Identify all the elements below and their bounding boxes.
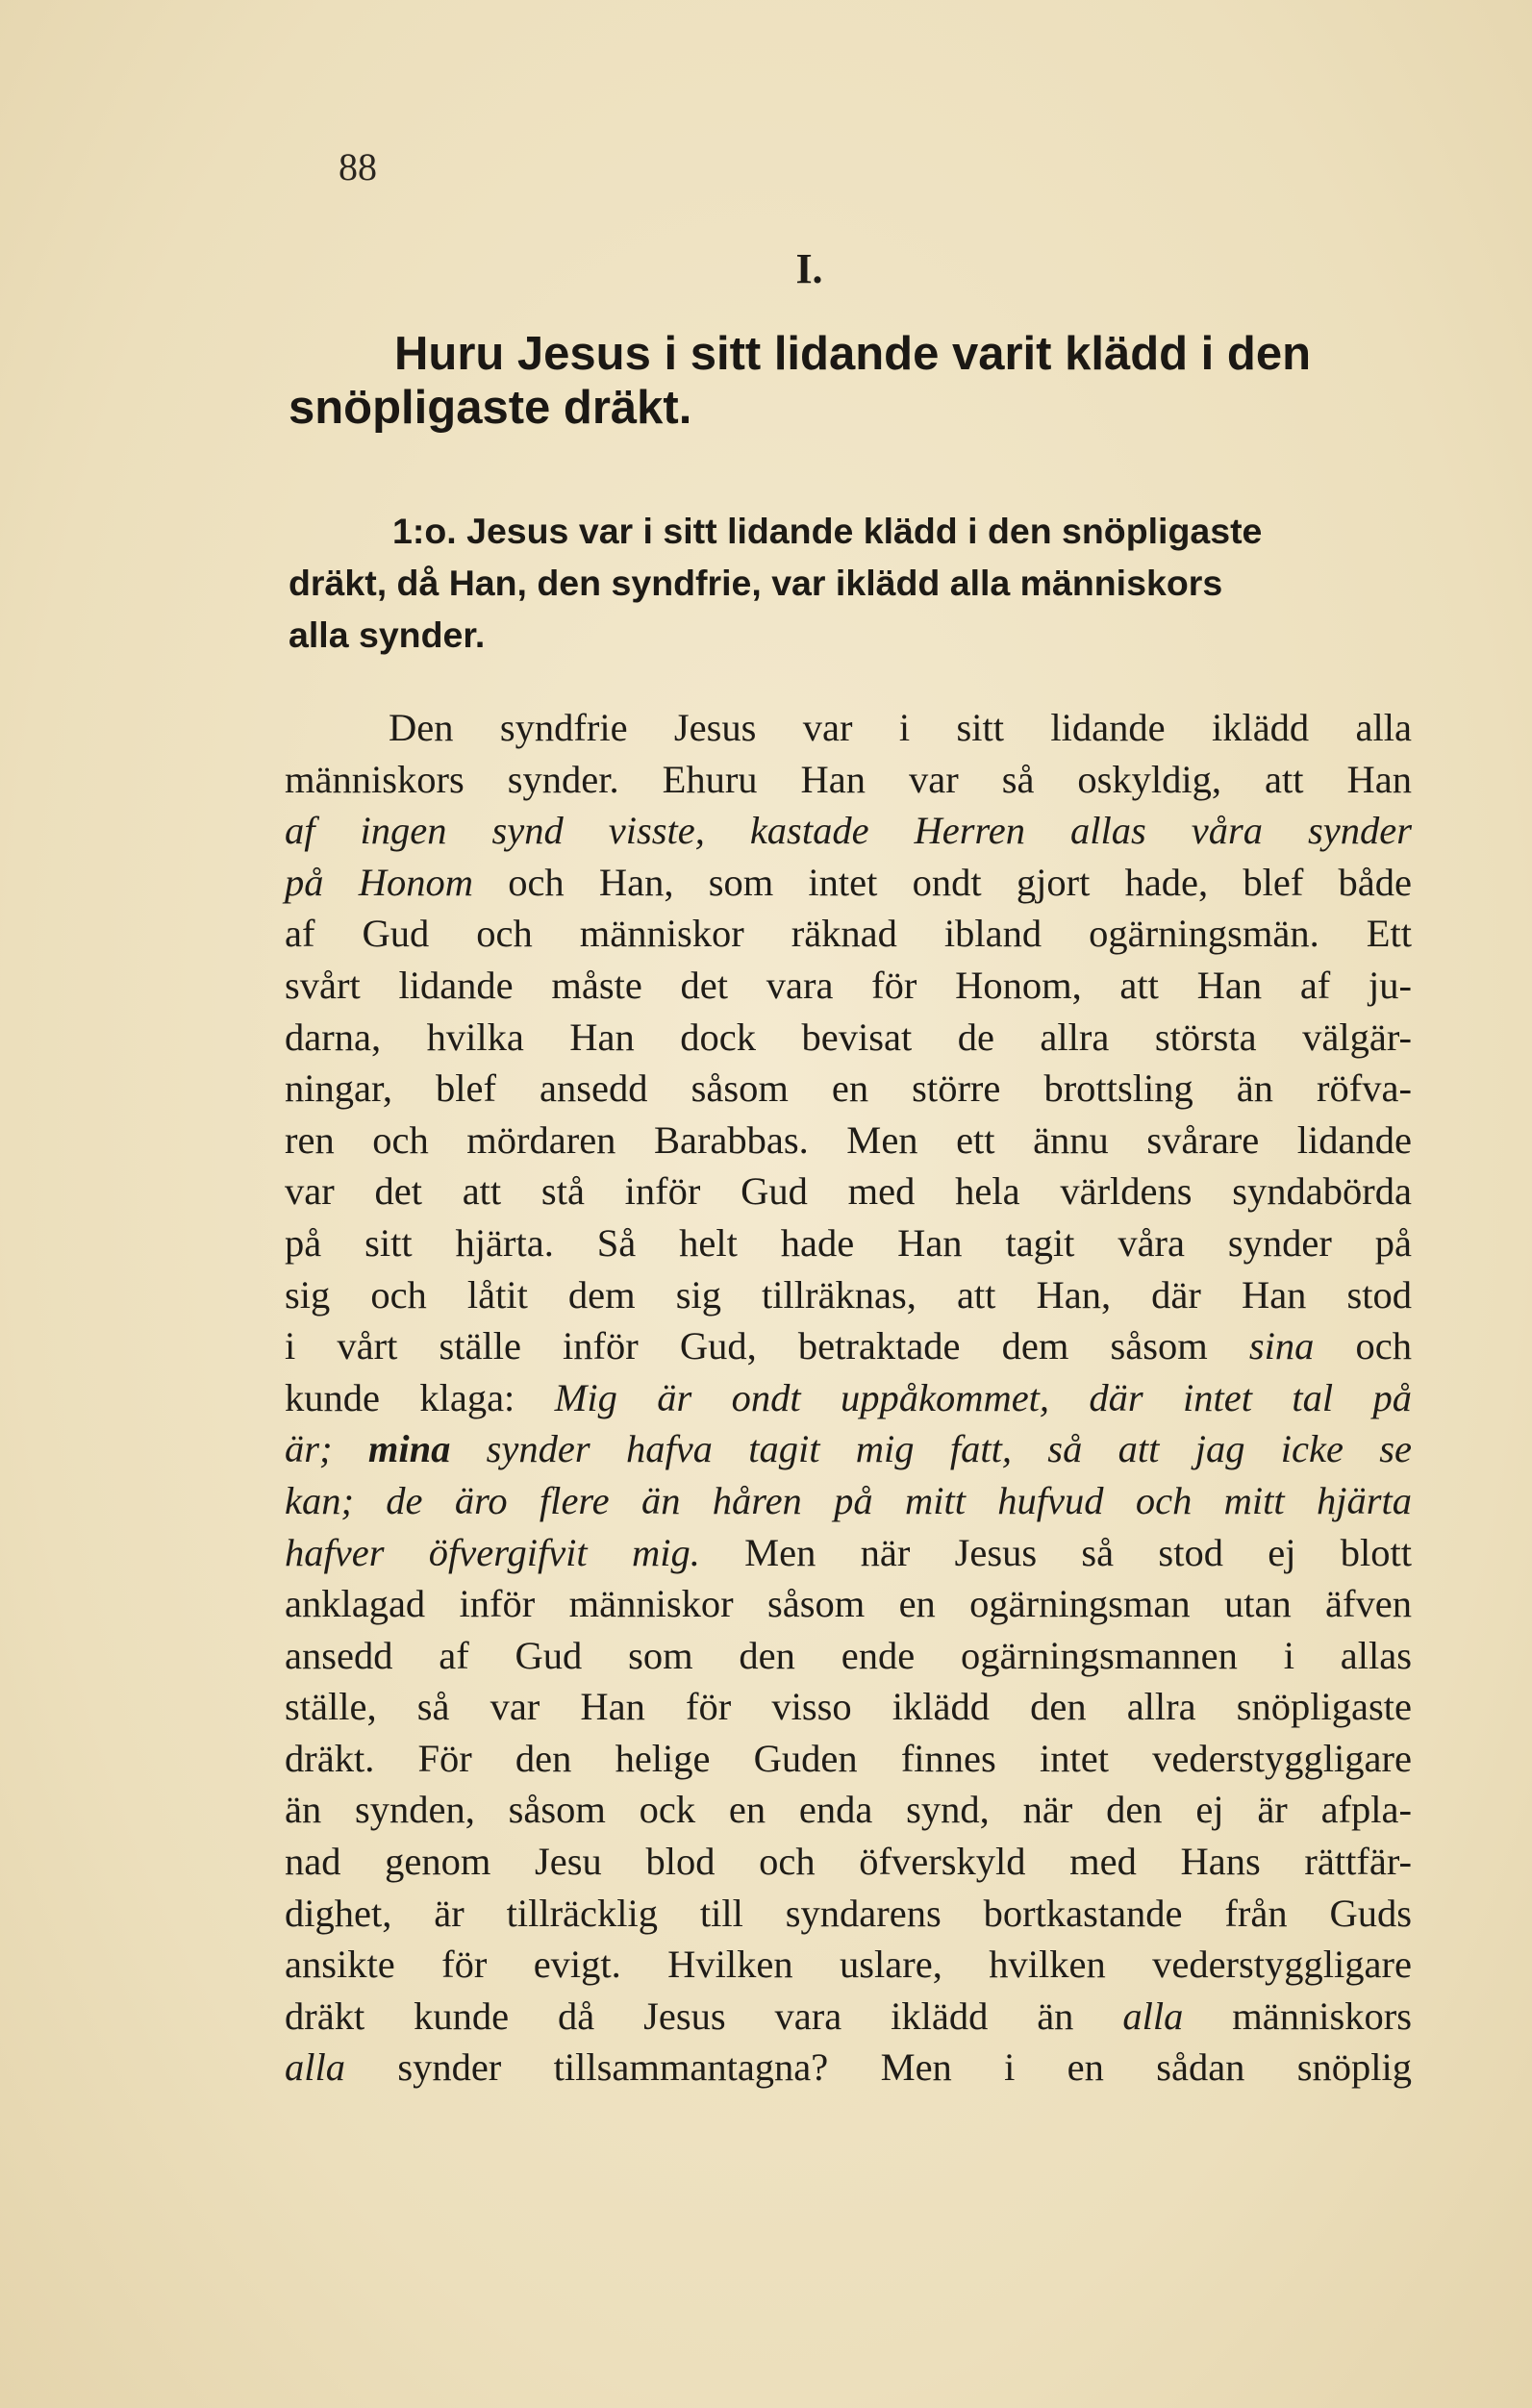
body-line (285, 1320, 1412, 1372)
body-line (285, 1630, 1412, 1682)
body-line (285, 1475, 1412, 1527)
body-line (285, 1681, 1412, 1733)
italic-text: Mig är ondt uppåkommet, där intet tal på (554, 1375, 1412, 1419)
italic-text: alla (1122, 1994, 1184, 2038)
body-line (285, 1527, 1412, 1579)
italic-text: är; (285, 1427, 368, 1471)
text-run: ansedd af Gud som den ende ogärningsmannen i allas (285, 1633, 1412, 1677)
text-run: Men när Jesus så stod ej blott (699, 1530, 1412, 1574)
body-line (285, 1269, 1412, 1321)
body-line (285, 1012, 1412, 1064)
body-line (285, 1578, 1412, 1630)
body-line (285, 1991, 1412, 2043)
text-run: människors synder. Ehuru Han var så oskyldig, att Han (285, 757, 1412, 801)
point-line-2: dräkt, då Han, den syndfrie, var iklädd alla människors (289, 563, 1223, 603)
text-run: ställe, så var Han för visso iklädd den allra snöpligaste (285, 1685, 1412, 1729)
body-line (285, 1217, 1412, 1269)
italic-text: kan; de äro flere än håren på mitt hufvud och mitt hjärta (285, 1478, 1412, 1522)
text-run: ningar, blef ansedd såsom en större brottsling än röfva- (285, 1066, 1412, 1111)
body-line (285, 1063, 1412, 1115)
text-run: och Han, som intet ondt gjort hade, blef både (472, 860, 1412, 904)
body-line (285, 1888, 1412, 1940)
text-run: än synden, såsom ock en enda synd, när den ej är afpla- (285, 1788, 1412, 1832)
text-run: synder tillsammantagna? Men i en sådan snöplig (345, 2045, 1412, 2090)
text-run: anklagad inför människor såsom en ogärningsman utan äfven (285, 1582, 1412, 1626)
heading-line-1: Huru Jesus i sitt lidande varit klädd i den (394, 328, 1312, 380)
body-line (285, 960, 1412, 1012)
text-run: kunde klaga: (285, 1375, 555, 1419)
page-number: 88 (339, 145, 377, 188)
chapter-heading (289, 327, 1423, 435)
body-line (285, 2042, 1412, 2094)
point-line-1: 1:o. Jesus var i sitt lidande klädd i den snöpligaste (392, 511, 1263, 551)
body-line (285, 702, 1412, 754)
point-statement (289, 505, 1423, 661)
text-run: Den syndfrie Jesus var i sitt lidande iklädd alla (389, 706, 1412, 749)
body-line (285, 1372, 1412, 1424)
body-line (285, 908, 1412, 960)
text-run: dighet, är tillräcklig till syndarens bortkastande från Guds (285, 1891, 1412, 1935)
body-paragraph (285, 702, 1412, 2094)
text-run: och (1314, 1324, 1412, 1368)
body-line (285, 1115, 1412, 1166)
body-line (285, 1784, 1412, 1836)
body-line (285, 1836, 1412, 1888)
text-run: nad genom Jesu blod och öfverskyld med Hans rättfär- (285, 1840, 1412, 1884)
italic-text: af ingen synd visste, kastade Herren allas våra synder (285, 809, 1412, 853)
body-line (285, 754, 1412, 806)
body-line (285, 805, 1412, 857)
heading-line-2: snöpligaste dräkt. (289, 382, 692, 434)
point-line-3: alla synder. (289, 615, 486, 655)
italic-text: synder hafva tagit mig fatt, så att jag icke se (450, 1427, 1412, 1471)
text-run: i vårt ställe inför Gud, betraktade dem såsom (285, 1324, 1249, 1368)
text-run: sig och låtit dem sig tillräknas, att Han, där Han stod (285, 1272, 1412, 1317)
italic-text: på Honom (285, 860, 473, 904)
italic-text: hafver öfvergifvit mig. (285, 1530, 700, 1574)
text-run: ren och mördaren Barabbas. Men ett ännu svårare lidande (285, 1117, 1412, 1162)
text-run: var det att stå inför Gud med hela världens syndabörda (285, 1169, 1412, 1214)
text-run: människors (1183, 1994, 1412, 2038)
text-run: dräkt. För den helige Guden finnes intet vederstyggligare (285, 1736, 1412, 1780)
body-line (285, 1733, 1412, 1785)
body-line (285, 1939, 1412, 1991)
body-line (285, 857, 1412, 909)
text-run: svårt lidande måste det vara för Honom, att Han af ju- (285, 963, 1412, 1007)
body-line (285, 1166, 1412, 1217)
bold-emphasis: mina (367, 1427, 451, 1471)
italic-text: sina (1248, 1324, 1315, 1368)
text-run: ansikte för evigt. Hvilken uslare, hvilken vederstyggligare (285, 1943, 1412, 1987)
text-run: på sitt hjärta. Så helt hade Han tagit våra synder på (285, 1220, 1412, 1265)
text-run: af Gud och människor räknad ibland ogärningsmän. Ett (285, 912, 1412, 956)
italic-text: alla (285, 2045, 346, 2090)
section-number: I. (795, 245, 823, 292)
body-line (285, 1423, 1412, 1475)
text-run: darna, hvilka Han dock bevisat de allra största välgär- (285, 1015, 1412, 1059)
text-run: dräkt kunde då Jesus vara iklädd än (285, 1994, 1123, 2038)
